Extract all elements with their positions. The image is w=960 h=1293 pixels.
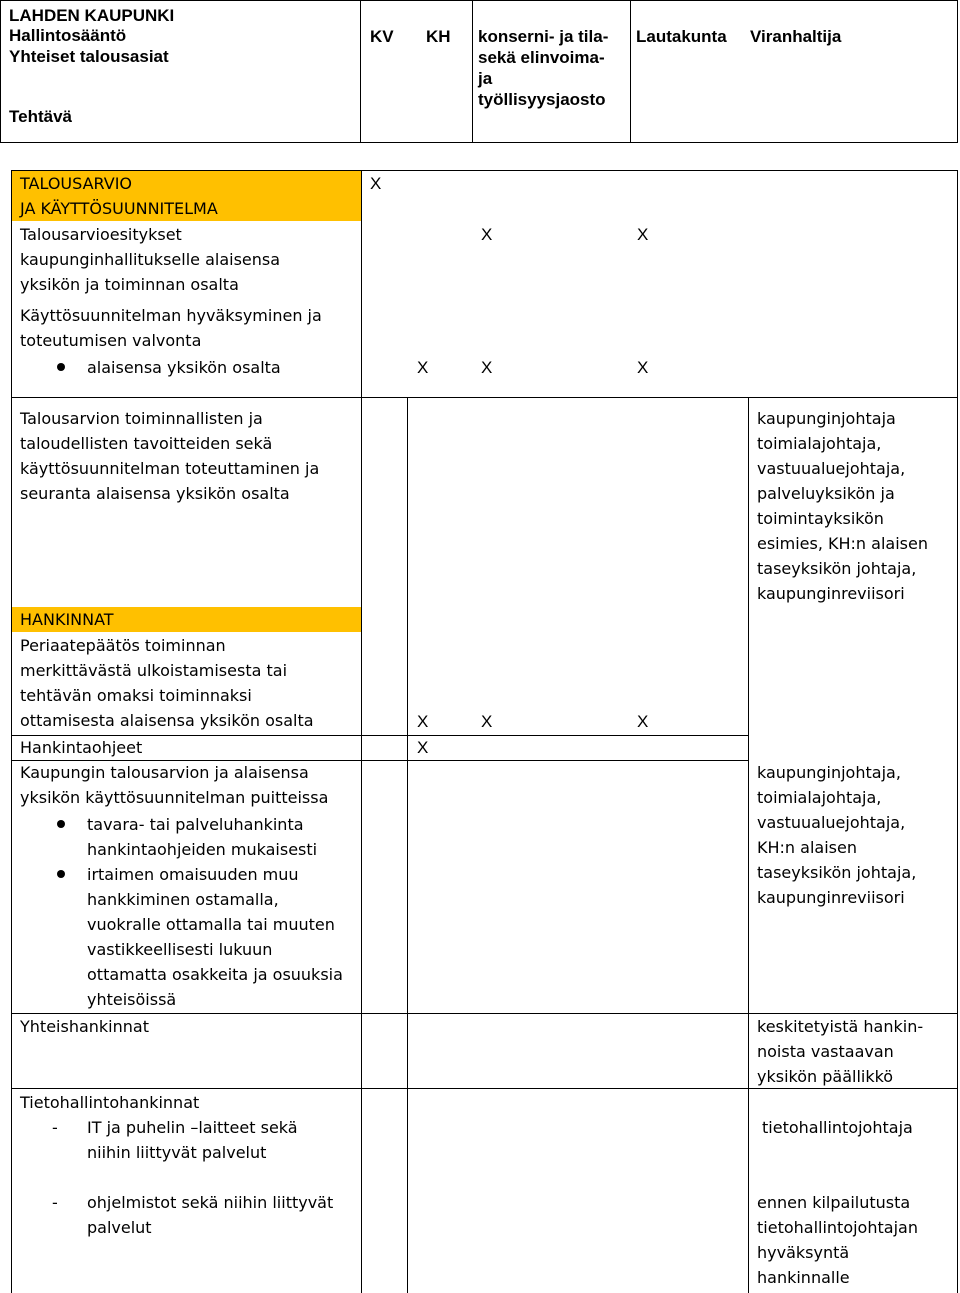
seuranta-viranhaltija-3: vastuualuejohtaja, (757, 459, 906, 478)
bullet1-line2: hankintaohjeiden mukaisesti (87, 840, 318, 859)
hankinnat-title: HANKINNAT (20, 610, 114, 629)
kaupungin-viranhaltija-6: kaupunginreviisori (757, 888, 905, 907)
seuranta-line4: seuranta alaisensa yksikön osalta (20, 484, 290, 503)
seuranta-line3: käyttösuunnitelman toteuttaminen ja (20, 459, 320, 478)
header-divider-3 (630, 0, 631, 143)
seuranta-viranhaltija-1: kaupunginjohtaja (757, 409, 896, 428)
mark-kv-talousarvio: X (370, 174, 382, 193)
bullet-icon (57, 870, 65, 878)
talousarvio-row1-line1: Talousarvioesitykset (20, 225, 182, 244)
header-doc: Hallintosääntö (9, 26, 127, 45)
tieto-dash2-viranhaltija-1: ennen kilpailutusta (757, 1193, 911, 1212)
header-divider-1 (360, 0, 361, 143)
mark-konserni-periaate: X (481, 712, 493, 731)
seuranta-viranhaltija-2: toimialajohtaja, (757, 434, 882, 453)
seuranta-line1: Talousarvion toiminnallisten ja (20, 409, 263, 428)
mark-lautakunta-row2: X (637, 358, 649, 377)
header-col-kh: KH (426, 27, 451, 46)
kaupungin-line1: Kaupungin talousarvion ja alaisensa (20, 763, 309, 782)
talousarvio-row1-line3: yksikön ja toiminnan osalta (20, 275, 239, 294)
mark-kh-row2: X (417, 358, 429, 377)
yhteis-viranhaltija-1: keskitetyistä hankin- (757, 1017, 924, 1036)
body-right-border (957, 170, 958, 1293)
periaate-line2: merkittävästä ulkoistamisesta tai (20, 661, 288, 680)
bullet-icon (57, 820, 65, 828)
seuranta-viranhaltija-5: toimintayksikön (757, 509, 884, 528)
periaate-line4: ottamisesta alaisensa yksikön osalta (20, 711, 314, 730)
header-task-label: Tehtävä (9, 107, 72, 126)
header-divider-2 (472, 0, 473, 143)
periaate-line1: Periaatepäätös toiminnan (20, 636, 226, 655)
body-left-border (11, 170, 12, 1293)
talousarvio-row1-line2: kaupunginhallitukselle alaisensa (20, 250, 281, 269)
row-border-1 (11, 397, 957, 398)
seuranta-viranhaltija-4: palveluyksikön ja (757, 484, 895, 503)
bullet2-line5: ottamatta osakkeita ja osuuksia (87, 965, 343, 984)
yhteis-viranhaltija-2: noista vastaavan (757, 1042, 894, 1061)
bullet2-line4: vastikkeellisesti lukuun (87, 940, 273, 959)
kaupungin-viranhaltija-1: kaupunginjohtaja, (757, 763, 901, 782)
seuranta-viranhaltija-8: kaupunginreviisori (757, 584, 905, 603)
kaupungin-viranhaltija-2: toimialajohtaja, (757, 788, 882, 807)
kaupungin-viranhaltija-3: vastuualuejohtaja, (757, 813, 906, 832)
bullet2-line1: irtaimen omaisuuden muu (87, 865, 299, 884)
tieto-dash1-viranhaltija: tietohallintojohtaja (762, 1118, 913, 1137)
header-col-konserni-4: työllisyysjaosto (478, 90, 606, 109)
kaupungin-line2: yksikön käyttösuunnitelman puitteissa (20, 788, 329, 807)
mark-lautakunta-row1: X (637, 225, 649, 244)
talousarvio-title-1: TALOUSARVIO (20, 174, 133, 193)
yhteis-viranhaltija-3: yksikön päällikkö (757, 1067, 894, 1086)
bullet2-line6: yhteisöissä (87, 990, 177, 1009)
kaupungin-viranhaltija-4: KH:n alaisen (757, 838, 857, 857)
mark-konserni-row2: X (481, 358, 493, 377)
body-divider-2 (407, 397, 408, 1293)
talousarvio-title-2: JA KÄYTTÖSUUNNITELMA (20, 199, 218, 218)
body-divider-3 (748, 397, 749, 1293)
bullet-icon (57, 363, 65, 371)
tieto-dash2-viranhaltija-2: tietohallintojohtajan (757, 1218, 918, 1237)
header-col-lautakunta: Lautakunta (636, 27, 727, 46)
header-right-border (957, 0, 958, 143)
talousarvio-row2-line1: Käyttösuunnitelman hyväksyminen ja (20, 306, 322, 325)
header-bottom-border (0, 142, 958, 143)
header-org: LAHDEN KAUPUNKI (9, 6, 175, 25)
header-col-konserni-2: sekä elinvoima- (478, 48, 605, 67)
bullet1-line1: tavara- tai palveluhankinta (87, 815, 304, 834)
tieto-dash2-line1: ohjelmistot sekä niihin liittyvät (87, 1193, 334, 1212)
header-section: Yhteiset talousasiat (9, 47, 169, 66)
talousarvio-row2-line2: toteutumisen valvonta (20, 331, 202, 350)
seuranta-viranhaltija-7: taseyksikön johtaja, (757, 559, 917, 578)
kaupungin-viranhaltija-5: taseyksikön johtaja, (757, 863, 917, 882)
bullet2-line3: vuokralle ottamalla tai muuten (87, 915, 335, 934)
tieto-dash1-line2: niihin liittyvät palvelut (87, 1143, 267, 1162)
mark-lautakunta-periaate: X (637, 712, 649, 731)
header-top-border (0, 0, 958, 1)
mark-kh-hankintaohjeet: X (417, 738, 429, 757)
tieto-dash2-line2: palvelut (87, 1218, 152, 1237)
tieto-dash2-viranhaltija-4: hankinnalle (757, 1268, 850, 1287)
yhteishankinnat-label: Yhteishankinnat (20, 1017, 149, 1036)
talousarvio-row2-bullet: alaisensa yksikön osalta (87, 358, 281, 377)
seuranta-viranhaltija-6: esimies, KH:n alaisen (757, 534, 928, 553)
mark-kh-periaate: X (417, 712, 429, 731)
mark-konserni-row1: X (481, 225, 493, 244)
bullet2-line2: hankkiminen ostamalla, (87, 890, 279, 909)
header-col-konserni-1: konserni- ja tila- (478, 27, 609, 46)
dash-marker: - (52, 1118, 58, 1137)
tieto-dash2-viranhaltija-3: hyväksyntä (757, 1243, 850, 1262)
header-col-kv: KV (370, 27, 394, 46)
hankintaohjeet-label: Hankintaohjeet (20, 738, 143, 757)
dash-marker: - (52, 1193, 58, 1212)
seuranta-line2: taloudellisten tavoitteiden sekä (20, 434, 273, 453)
tieto-dash1-line1: IT ja puhelin –laitteet sekä (87, 1118, 298, 1137)
header-left-border (0, 0, 1, 143)
header-col-konserni-3: ja (478, 69, 493, 88)
tietohallintohankinnat-label: Tietohallintohankinnat (20, 1093, 200, 1112)
body-divider-1 (361, 170, 362, 1293)
periaate-line3: tehtävän omaksi toiminnaksi (20, 686, 252, 705)
header-col-viranhaltija: Viranhaltija (750, 27, 842, 46)
